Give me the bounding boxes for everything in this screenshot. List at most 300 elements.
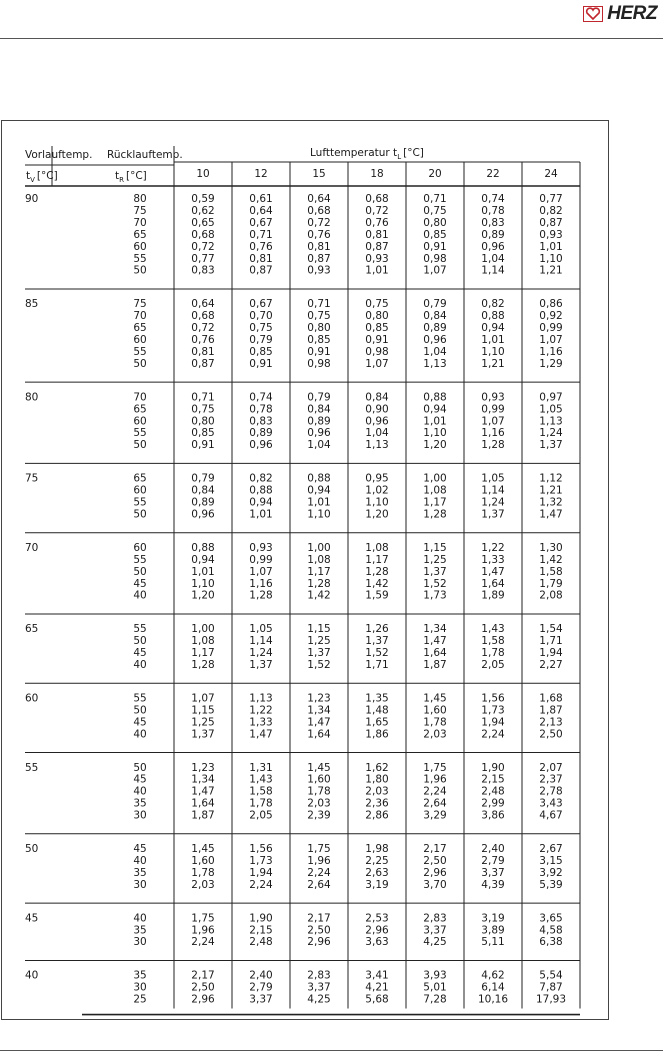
cell-60-45-12: 1,33 (249, 716, 273, 729)
cell-55-50-10: 1,23 (191, 761, 215, 774)
cell-90-65-18: 0,81 (365, 228, 389, 241)
cell-50-30-24: 5,39 (539, 878, 563, 891)
cell-90-65-10: 0,68 (191, 228, 215, 241)
cell-45-30-12: 2,48 (249, 936, 273, 949)
cell-70-45-22: 1,64 (481, 577, 505, 590)
cell-85-60-22: 1,01 (481, 334, 505, 346)
cell-70-60-10: 0,88 (191, 541, 215, 554)
cell-75-65-15: 0,88 (307, 472, 331, 485)
herz-logo (583, 2, 657, 26)
cell-40-35-22: 4,62 (481, 969, 505, 982)
tr-value-90-75: 75 (133, 204, 147, 217)
footer-rule (0, 1050, 663, 1051)
tr-value-75-60: 60 (133, 484, 147, 497)
cell-60-50-18: 1,48 (365, 704, 389, 717)
cell-50-30-10: 2,03 (191, 878, 215, 891)
cell-45-30-15: 2,96 (307, 936, 331, 949)
cell-55-30-24: 4,67 (539, 809, 563, 822)
tv-value-75: 75 (25, 472, 39, 485)
cell-40-25-12: 3,37 (249, 993, 273, 1006)
tr-value-85-75: 75 (133, 298, 147, 311)
cell-90-60-24: 1,01 (539, 240, 563, 253)
tr-value-70-60: 60 (133, 541, 147, 554)
cell-80-50-12: 0,96 (249, 439, 273, 452)
cell-60-55-18: 1,35 (365, 692, 389, 705)
tr-value-50-30: 30 (133, 878, 147, 891)
tr-value-90-65: 65 (133, 228, 147, 241)
cell-55-30-22: 3,86 (481, 809, 505, 822)
cell-45-40-12: 1,90 (249, 912, 273, 925)
cell-65-45-10: 1,17 (191, 647, 215, 660)
cell-50-30-15: 2,64 (307, 878, 331, 891)
header-tr-sub: R (119, 176, 124, 184)
cell-70-55-18: 1,17 (365, 553, 389, 566)
tr-value-40-35: 35 (133, 969, 147, 982)
cell-65-50-18: 1,37 (365, 635, 389, 648)
tr-value-70-50: 50 (133, 565, 147, 578)
cell-70-50-22: 1,47 (481, 565, 505, 578)
cell-85-55-15: 0,91 (307, 345, 331, 358)
air-temperature-headers (196, 168, 558, 180)
tr-value-40-30: 30 (133, 981, 147, 994)
cell-55-35-10: 1,64 (191, 797, 215, 810)
cell-85-55-18: 0,98 (365, 345, 389, 358)
cell-75-65-22: 1,05 (481, 472, 505, 485)
cell-70-60-20: 1,15 (423, 541, 447, 554)
cell-65-45-18: 1,52 (365, 647, 389, 660)
cell-60-50-10: 1,15 (191, 704, 215, 717)
cell-60-40-10: 1,37 (191, 728, 215, 741)
cell-85-60-24: 1,07 (539, 334, 563, 346)
cell-70-55-12: 0,99 (249, 553, 273, 566)
cell-90-65-24: 0,93 (539, 228, 563, 241)
cell-70-40-12: 1,28 (249, 589, 273, 602)
cell-90-75-15: 0,68 (307, 204, 331, 217)
cell-75-60-24: 1,21 (539, 484, 563, 497)
cell-50-35-22: 3,37 (481, 866, 505, 879)
cell-85-65-18: 0,85 (365, 322, 389, 335)
cell-90-70-24: 0,87 (539, 216, 563, 229)
header-lufttemperatur (310, 147, 424, 161)
cell-70-45-12: 1,16 (249, 577, 273, 590)
cell-70-40-18: 1,59 (365, 589, 389, 602)
cell-75-50-20: 1,28 (423, 508, 447, 521)
cell-65-55-10: 1,00 (191, 623, 215, 636)
cell-60-45-18: 1,65 (365, 716, 389, 729)
tr-value-70-55: 55 (133, 553, 147, 566)
cell-60-45-15: 1,47 (307, 716, 331, 729)
cell-55-50-24: 2,07 (539, 761, 563, 774)
cell-60-45-24: 2,13 (539, 716, 563, 729)
cell-65-40-24: 2,27 (539, 659, 563, 671)
cell-50-35-24: 3,92 (539, 866, 563, 879)
cell-45-30-18: 3,63 (365, 936, 389, 949)
cell-80-55-12: 0,89 (249, 427, 273, 440)
cell-90-55-22: 1,04 (481, 252, 505, 265)
cell-65-55-15: 1,15 (307, 623, 331, 636)
cell-40-35-15: 2,83 (307, 969, 331, 982)
tr-value-65-50: 50 (133, 635, 147, 648)
cell-80-65-15: 0,84 (307, 403, 331, 416)
cell-55-40-18: 2,03 (365, 785, 389, 798)
cell-50-45-12: 1,56 (249, 843, 273, 855)
cell-50-45-18: 1,98 (365, 843, 389, 855)
cell-40-25-10: 2,96 (191, 993, 215, 1006)
cell-90-80-18: 0,68 (365, 193, 389, 205)
cell-55-45-10: 1,34 (191, 773, 215, 786)
header-ruecklauftemp: Rücklauftemp. (107, 149, 183, 161)
tr-value-60-55: 55 (133, 692, 147, 705)
cell-60-40-20: 2,03 (423, 728, 447, 741)
cell-80-55-18: 1,04 (365, 427, 389, 440)
cell-45-40-20: 2,83 (423, 912, 447, 925)
cell-80-50-24: 1,37 (539, 439, 563, 452)
cell-85-75-12: 0,67 (249, 298, 273, 311)
cell-50-30-18: 3,19 (365, 878, 389, 891)
cell-90-80-20: 0,71 (423, 193, 447, 205)
cell-80-70-22: 0,93 (481, 391, 505, 404)
cell-75-65-10: 0,79 (191, 472, 215, 485)
cell-45-35-20: 3,37 (423, 924, 447, 937)
cell-50-35-10: 1,78 (191, 866, 215, 879)
cell-55-45-20: 1,96 (423, 773, 447, 786)
cell-90-70-22: 0,83 (481, 216, 505, 229)
tr-value-65-40: 40 (133, 659, 147, 671)
cell-65-55-12: 1,05 (249, 623, 273, 636)
cell-80-55-24: 1,24 (539, 427, 563, 440)
tv-value-90: 90 (25, 193, 39, 205)
tv-value-50: 50 (25, 843, 39, 855)
tv-value-65: 65 (25, 623, 39, 636)
cell-65-50-10: 1,08 (191, 635, 215, 648)
cell-55-45-18: 1,80 (365, 773, 389, 786)
cell-90-70-20: 0,80 (423, 216, 447, 229)
cell-40-25-22: 10,16 (477, 993, 509, 1006)
cell-45-30-10: 2,24 (191, 936, 215, 949)
cell-45-30-22: 5,11 (481, 936, 505, 949)
cell-80-65-20: 0,94 (423, 403, 447, 416)
cell-90-80-24: 0,77 (539, 193, 563, 205)
tr-value-55-35: 35 (133, 797, 147, 810)
tr-value-90-55: 55 (133, 252, 147, 265)
cell-75-65-20: 1,00 (423, 472, 447, 485)
cell-90-65-15: 0,76 (307, 228, 331, 241)
cell-65-55-24: 1,54 (539, 623, 563, 636)
cell-80-65-10: 0,75 (191, 403, 215, 416)
cell-85-65-12: 0,75 (249, 322, 273, 335)
tr-value-55-30: 30 (133, 809, 147, 822)
tv-value-70: 70 (25, 541, 39, 554)
air-temp-header-22: 22 (486, 168, 500, 180)
cell-75-60-20: 1,08 (423, 484, 447, 497)
cell-40-30-22: 6,14 (481, 981, 505, 994)
header-tv-unit: [°C] (36, 170, 58, 182)
cell-90-70-12: 0,67 (249, 216, 273, 229)
cell-90-55-12: 0,81 (249, 252, 273, 265)
header-tv-symbol: t (26, 170, 31, 182)
cell-55-30-10: 1,87 (191, 809, 215, 822)
cell-85-70-18: 0,80 (365, 310, 389, 323)
cell-50-40-10: 1,60 (191, 854, 215, 867)
cell-70-50-12: 1,07 (249, 565, 273, 578)
tr-value-85-65: 65 (133, 322, 147, 335)
cell-60-55-12: 1,13 (249, 692, 273, 705)
tv-value-40: 40 (25, 969, 39, 982)
cell-85-70-10: 0,68 (191, 310, 215, 323)
cell-75-55-10: 0,89 (191, 496, 215, 509)
cell-90-50-20: 1,07 (423, 264, 447, 277)
cell-45-40-24: 3,65 (539, 912, 563, 925)
cell-80-60-24: 1,13 (539, 415, 563, 428)
cell-90-65-20: 0,85 (423, 228, 447, 241)
cell-55-40-22: 2,48 (481, 785, 505, 798)
cell-80-50-22: 1,28 (481, 439, 505, 452)
cell-40-35-24: 5,54 (539, 969, 563, 982)
cell-40-30-20: 5,01 (423, 981, 447, 994)
cell-50-45-10: 1,45 (191, 843, 215, 855)
cell-50-35-20: 2,96 (423, 866, 447, 879)
tv-value-55: 55 (25, 761, 39, 774)
cell-85-55-22: 1,10 (481, 345, 505, 358)
cell-65-40-10: 1,28 (191, 659, 215, 671)
cell-65-45-20: 1,64 (423, 647, 447, 660)
cell-70-45-24: 1,79 (539, 577, 563, 590)
cell-85-55-12: 0,85 (249, 345, 273, 358)
cell-90-70-10: 0,65 (191, 216, 215, 229)
cell-85-60-12: 0,79 (249, 334, 273, 346)
cell-90-55-18: 0,93 (365, 252, 389, 265)
cell-60-40-18: 1,86 (365, 728, 389, 741)
cell-85-75-15: 0,71 (307, 298, 331, 311)
cell-40-35-18: 3,41 (365, 969, 389, 982)
cell-40-25-24: 17,93 (535, 993, 567, 1006)
cell-55-50-15: 1,45 (307, 761, 331, 774)
cell-90-50-22: 1,14 (481, 264, 505, 277)
cell-65-45-12: 1,24 (249, 647, 273, 660)
cell-90-75-22: 0,78 (481, 204, 505, 217)
cell-50-45-15: 1,75 (307, 843, 331, 855)
cell-75-50-12: 1,01 (249, 508, 273, 521)
cell-60-55-15: 1,23 (307, 692, 331, 705)
cell-55-45-22: 2,15 (481, 773, 505, 786)
cell-55-45-15: 1,60 (307, 773, 331, 786)
cell-70-40-20: 1,73 (423, 589, 447, 602)
tr-value-55-50: 50 (133, 761, 147, 774)
cell-85-60-20: 0,96 (423, 334, 447, 346)
cell-70-45-10: 1,10 (191, 577, 215, 590)
cell-85-50-20: 1,13 (423, 357, 447, 370)
cell-50-40-20: 2,50 (423, 854, 447, 867)
cell-90-60-15: 0,81 (307, 240, 331, 253)
tr-value-45-35: 35 (133, 924, 147, 937)
cell-85-65-22: 0,94 (481, 322, 505, 335)
cell-90-80-15: 0,64 (307, 193, 331, 205)
cell-60-50-22: 1,73 (481, 704, 505, 717)
cell-65-55-22: 1,43 (481, 623, 505, 636)
cell-60-50-20: 1,60 (423, 704, 447, 717)
brand-name: HERZ (607, 3, 657, 24)
tr-value-60-50: 50 (133, 704, 147, 717)
cell-90-60-10: 0,72 (191, 240, 215, 253)
tr-value-75-65: 65 (133, 472, 147, 485)
cell-70-45-18: 1,42 (365, 577, 389, 590)
cell-80-70-18: 0,84 (365, 391, 389, 404)
cell-65-40-12: 1,37 (249, 659, 273, 671)
tr-value-55-45: 45 (133, 773, 147, 786)
cell-40-30-10: 2,50 (191, 981, 215, 994)
cell-75-55-12: 0,94 (249, 496, 273, 509)
cell-75-50-22: 1,37 (481, 508, 505, 521)
cell-40-35-12: 2,40 (249, 969, 273, 982)
cell-70-60-18: 1,08 (365, 541, 389, 554)
cell-85-50-12: 0,91 (249, 357, 273, 370)
cell-60-55-22: 1,56 (481, 692, 505, 705)
cell-40-25-18: 5,68 (365, 993, 389, 1006)
cell-50-40-18: 2,25 (365, 854, 389, 867)
cell-55-40-10: 1,47 (191, 785, 215, 798)
cell-60-40-24: 2,50 (539, 728, 563, 741)
cell-80-55-10: 0,85 (191, 427, 215, 440)
cell-55-30-20: 3,29 (423, 809, 447, 822)
tr-value-75-55: 55 (133, 496, 147, 509)
tr-value-80-50: 50 (133, 439, 147, 452)
tr-value-90-60: 60 (133, 240, 147, 253)
cell-70-60-15: 1,00 (307, 541, 331, 554)
cell-85-50-15: 0,98 (307, 357, 331, 370)
air-temp-header-18: 18 (370, 168, 384, 180)
tr-value-80-70: 70 (133, 391, 147, 404)
cell-85-50-24: 1,29 (539, 357, 563, 370)
header-lufttemperatur-sub: L (397, 153, 402, 161)
cell-55-50-18: 1,62 (365, 761, 389, 774)
cell-75-55-18: 1,10 (365, 496, 389, 509)
cell-60-45-22: 1,94 (481, 716, 505, 729)
cell-70-55-24: 1,42 (539, 553, 563, 566)
cell-70-60-22: 1,22 (481, 541, 505, 554)
tr-value-70-45: 45 (133, 577, 147, 590)
cell-65-40-15: 1,52 (307, 659, 331, 671)
cell-70-55-10: 0,94 (191, 553, 215, 566)
tr-value-90-70: 70 (133, 216, 147, 229)
cell-80-55-20: 1,10 (423, 427, 447, 440)
cell-40-30-12: 2,79 (249, 981, 273, 994)
cell-70-60-24: 1,30 (539, 541, 563, 554)
cell-90-75-18: 0,72 (365, 204, 389, 217)
cell-50-30-20: 3,70 (423, 878, 447, 891)
cell-70-50-10: 1,01 (191, 565, 215, 578)
cell-65-50-20: 1,47 (423, 635, 447, 648)
header-tv-sub: V (30, 176, 35, 184)
cell-50-35-12: 1,94 (249, 866, 273, 879)
cell-70-55-15: 1,08 (307, 553, 331, 566)
cell-85-50-10: 0,87 (191, 357, 215, 370)
cell-90-55-24: 1,10 (539, 252, 563, 265)
cell-50-40-15: 1,96 (307, 854, 331, 867)
header-tr (115, 170, 147, 184)
cell-55-40-12: 1,58 (249, 785, 273, 798)
tv-value-45: 45 (25, 912, 39, 925)
cell-80-65-18: 0,90 (365, 403, 389, 416)
air-temp-header-20: 20 (428, 168, 442, 180)
cell-80-65-24: 1,05 (539, 403, 563, 416)
cell-85-70-20: 0,84 (423, 310, 447, 323)
table-frame (1, 120, 609, 1020)
tr-value-60-45: 45 (133, 716, 147, 729)
cell-85-75-10: 0,64 (191, 298, 215, 311)
cell-45-35-24: 4,58 (539, 924, 563, 937)
header-tr-symbol: t (115, 170, 120, 182)
cell-60-50-24: 1,87 (539, 704, 563, 717)
cell-75-65-12: 0,82 (249, 472, 273, 485)
cell-80-60-10: 0,80 (191, 415, 215, 428)
cell-90-50-18: 1,01 (365, 264, 389, 277)
cell-45-35-18: 2,96 (365, 924, 389, 937)
cell-90-60-20: 0,91 (423, 240, 447, 253)
cell-75-55-24: 1,32 (539, 496, 563, 509)
cell-45-40-18: 2,53 (365, 912, 389, 925)
tr-value-85-55: 55 (133, 345, 147, 358)
header-tv (26, 170, 58, 184)
cell-85-60-10: 0,76 (191, 334, 215, 346)
cell-50-40-12: 1,73 (249, 854, 273, 867)
cell-65-50-12: 1,14 (249, 635, 273, 648)
cell-70-50-15: 1,17 (307, 565, 331, 578)
tr-value-50-35: 35 (133, 866, 147, 879)
cell-75-65-18: 0,95 (365, 472, 389, 485)
cell-90-55-20: 0,98 (423, 252, 447, 265)
cell-80-55-22: 1,16 (481, 427, 505, 440)
cell-90-50-24: 1,21 (539, 264, 563, 277)
cell-85-75-20: 0,79 (423, 298, 447, 311)
cell-70-60-12: 0,93 (249, 541, 273, 554)
cell-75-50-24: 1,47 (539, 508, 563, 521)
cell-80-50-20: 1,20 (423, 439, 447, 452)
cell-75-55-15: 1,01 (307, 496, 331, 509)
tr-value-50-40: 40 (133, 854, 147, 867)
cell-55-35-20: 2,64 (423, 797, 447, 810)
cell-40-30-24: 7,87 (539, 981, 563, 994)
cell-80-65-12: 0,78 (249, 403, 273, 416)
cell-80-55-15: 0,96 (307, 427, 331, 440)
tr-value-45-30: 30 (133, 936, 147, 949)
cell-70-55-22: 1,33 (481, 553, 505, 566)
cell-55-35-18: 2,36 (365, 797, 389, 810)
cell-85-75-18: 0,75 (365, 298, 389, 311)
cell-90-80-12: 0,61 (249, 193, 273, 205)
cell-50-40-22: 2,79 (481, 854, 505, 867)
tr-value-40-25: 25 (133, 993, 147, 1006)
cell-70-50-18: 1,28 (365, 565, 389, 578)
cell-85-65-24: 0,99 (539, 322, 563, 335)
cell-45-35-10: 1,96 (191, 924, 215, 937)
cell-70-50-20: 1,37 (423, 565, 447, 578)
cell-80-60-22: 1,07 (481, 415, 505, 428)
cell-55-30-18: 2,86 (365, 809, 389, 822)
tr-value-80-60: 60 (133, 415, 147, 428)
tr-value-65-45: 45 (133, 647, 147, 660)
tr-value-60-40: 40 (133, 728, 147, 741)
cell-90-65-22: 0,89 (481, 228, 505, 241)
cell-70-40-24: 2,08 (539, 589, 563, 602)
cell-70-55-20: 1,25 (423, 553, 447, 566)
tr-value-65-55: 55 (133, 623, 147, 636)
cell-60-40-15: 1,64 (307, 728, 331, 741)
cell-50-35-18: 2,63 (365, 866, 389, 879)
cell-80-50-15: 1,04 (307, 439, 331, 452)
cell-55-35-22: 2,99 (481, 797, 505, 810)
air-temp-header-12: 12 (254, 168, 268, 180)
cell-55-35-15: 2,03 (307, 797, 331, 810)
